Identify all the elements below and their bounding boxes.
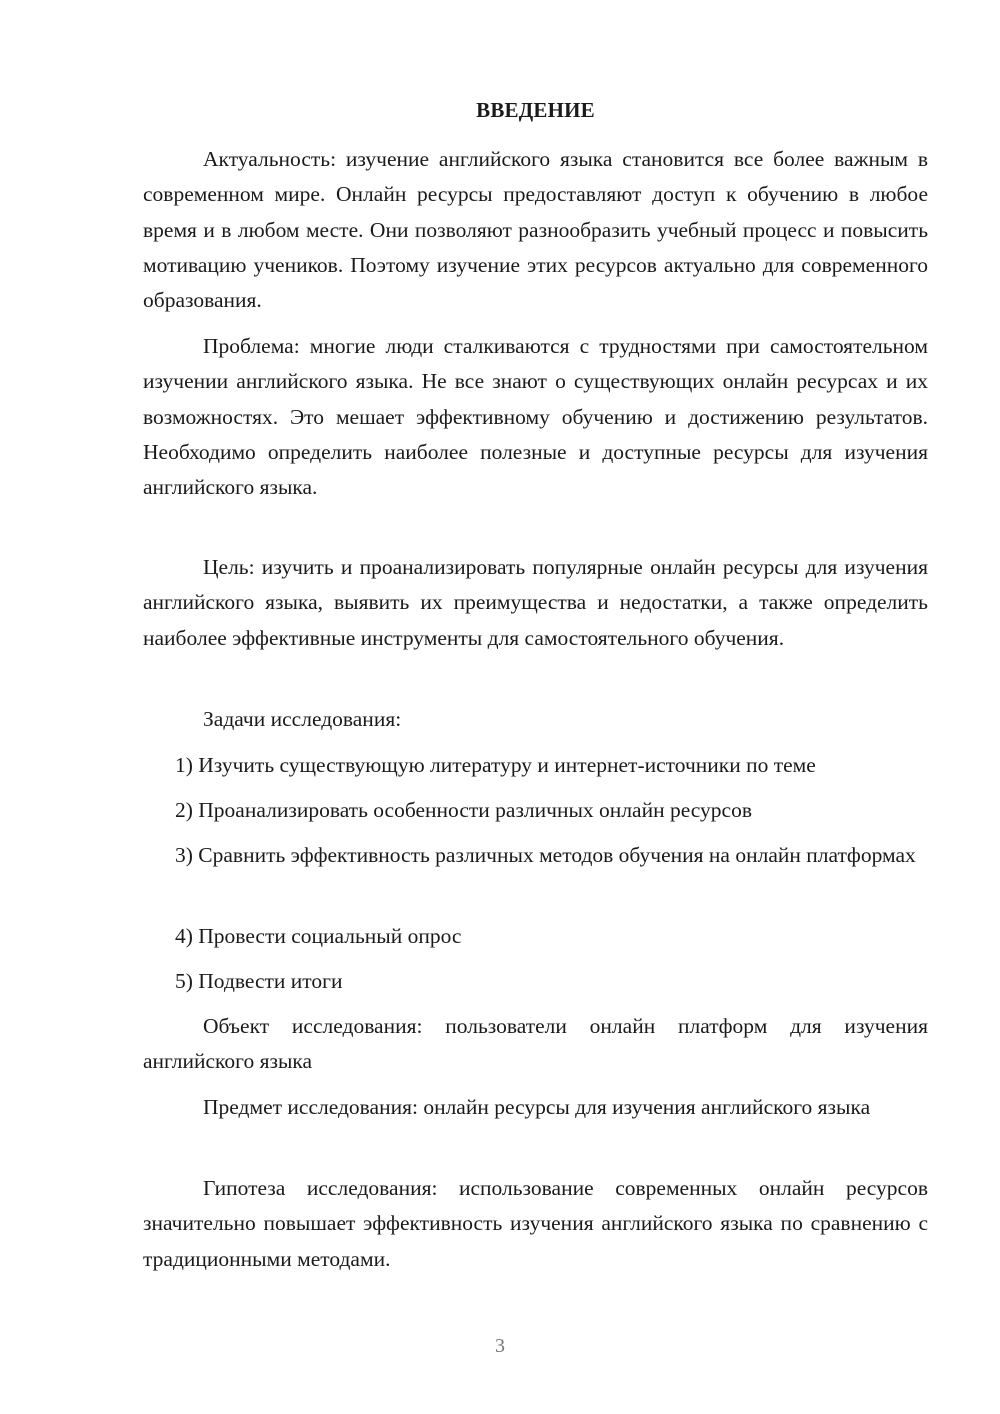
- tasks-heading: Задачи исследования:: [203, 707, 402, 731]
- hypothesis-paragraph: Гипотеза исследования: использование современных онлайн ресурсов значительно повышает эффективность изучения английского языка по сравнению с традиционными методами.: [143, 1176, 928, 1271]
- task-item-1: 1) Изучить существующую литературу и интернет-источники по теме: [175, 753, 816, 777]
- task-item-2: 2) Проанализировать особенности различных онлайн ресурсов: [175, 798, 753, 822]
- relevance-paragraph: Актуальность: изучение английского языка становится все более важным в современном мире. Онлайн ресурсы предоставляют доступ к обучению в любое время и в любом месте. Они позволяют разнообразить учебный процесс и повысить мотивацию учеников. Поэтому изучение этих ресурсов актуально для современного образования.: [143, 147, 928, 313]
- goal-paragraph: Цель: изучить и проанализировать популярные онлайн ресурсы для изучения английского языка, выявить их преимущества и недостатки, а также определить наиболее эффективные инструменты для самостоятельного обучения.: [143, 555, 928, 650]
- page-title: ВВЕДЕНИЕ: [476, 98, 595, 122]
- task-item-3: 3) Сравнить эффективность различных методов обучения на онлайн платформах: [175, 843, 916, 867]
- page-number: 3: [495, 1335, 505, 1357]
- object-paragraph: Объект исследования: пользователи онлайн платформ для изучения английского языка: [143, 1014, 928, 1074]
- task-item-4: 4) Провести социальный опрос: [175, 924, 462, 948]
- task-item-5: 5) Подвести итоги: [175, 969, 343, 993]
- subject-paragraph: Предмет исследования: онлайн ресурсы для изучения английского языка: [203, 1095, 871, 1119]
- problem-paragraph: Проблема: многие люди сталкиваются с трудностями при самостоятельном изучении английского языка. Не все знают о существующих онлайн ресурсах и их возможностях. Это мешает эффективному обучению и достижению результатов. Необходимо определить наиболее полезные и доступные ресурсы для изучения английского языка.: [143, 334, 928, 500]
